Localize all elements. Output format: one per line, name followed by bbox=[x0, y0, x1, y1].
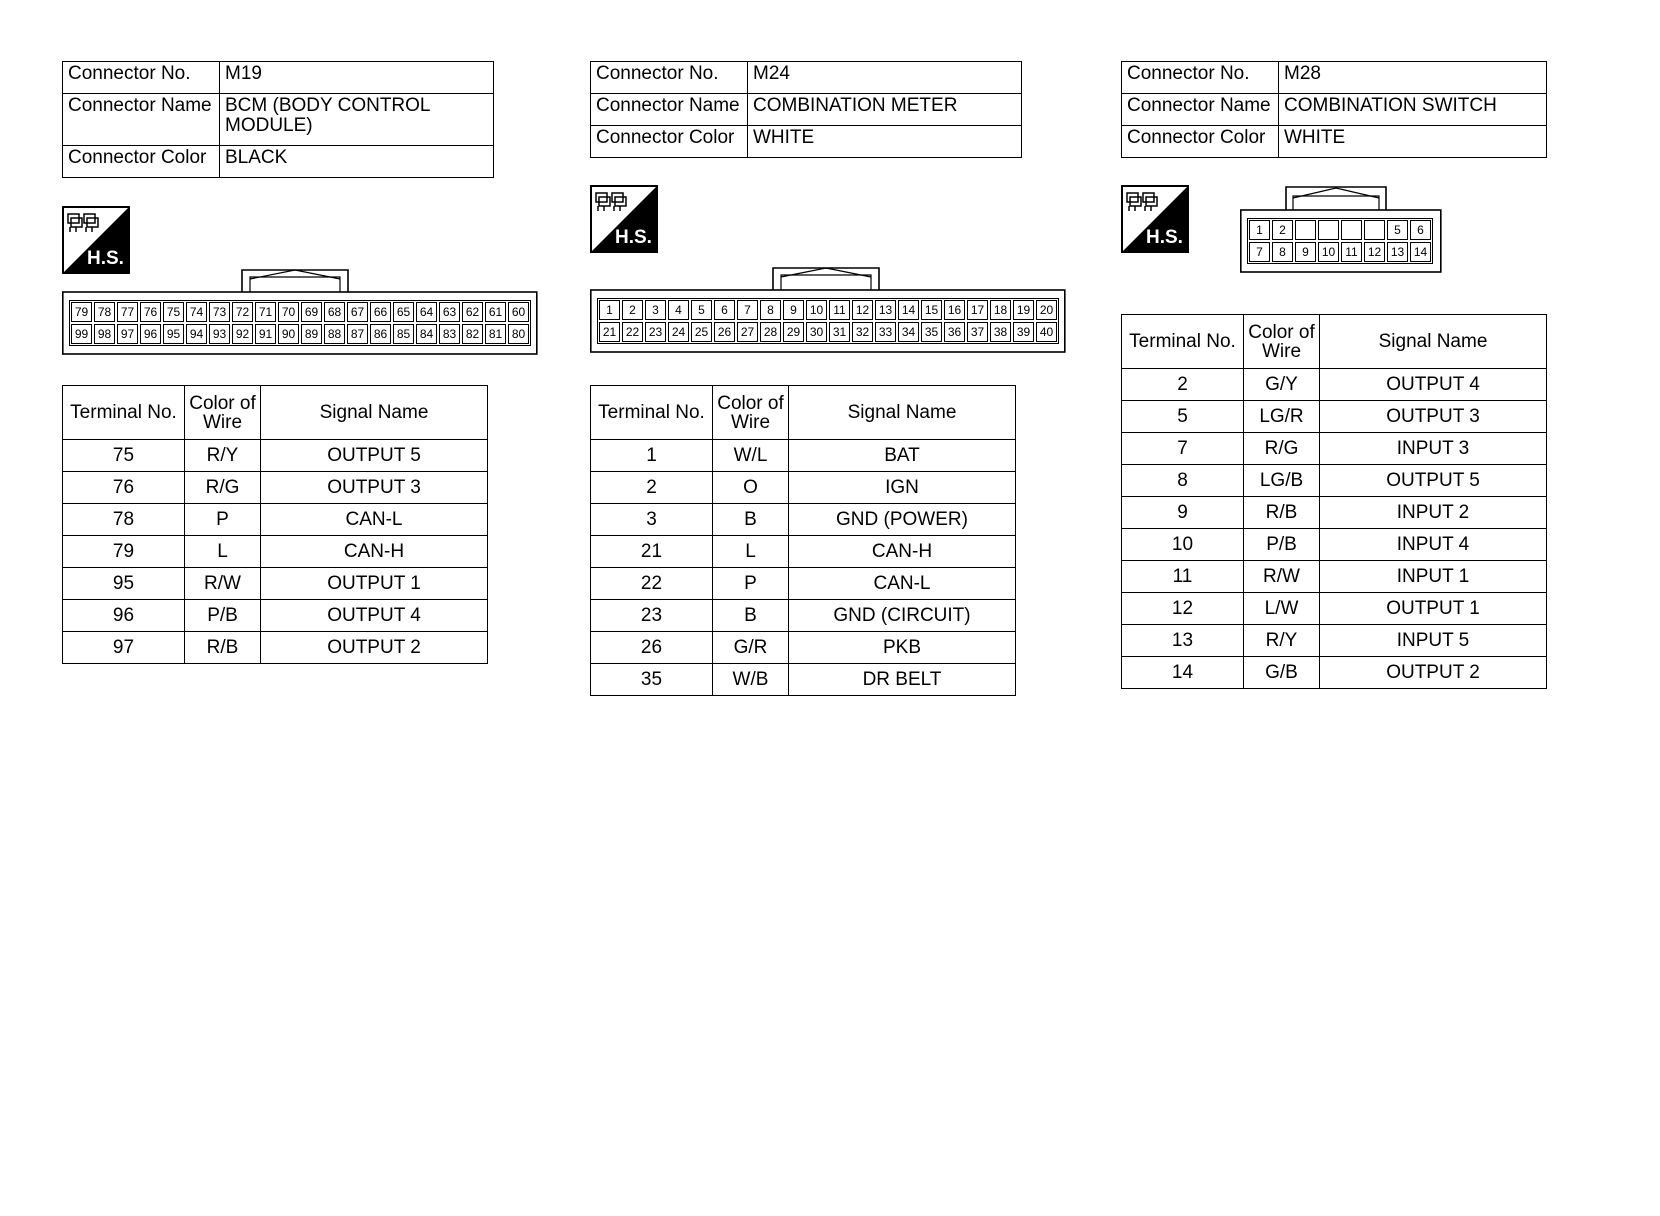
connector-color-value: WHITE bbox=[748, 126, 1022, 158]
pin-cavity: 77 bbox=[117, 302, 138, 322]
pin-cavity: 6 bbox=[1410, 220, 1431, 240]
terminal-no-cell: 76 bbox=[63, 472, 185, 504]
terminal-table bbox=[590, 385, 1016, 696]
wire-color-cell: O bbox=[713, 472, 789, 504]
pin-cavity: 98 bbox=[94, 324, 115, 344]
connector-no-value: M19 bbox=[220, 62, 494, 94]
pin-cavity: 94 bbox=[186, 324, 207, 344]
pin-cavity: 2 bbox=[622, 300, 643, 320]
wire-color-header-line1: Color of bbox=[717, 392, 784, 414]
signal-name-cell: OUTPUT 1 bbox=[261, 568, 488, 600]
pin-cavity: 30 bbox=[806, 322, 827, 342]
terminal-row bbox=[63, 632, 488, 664]
pin-cavity: 99 bbox=[71, 324, 92, 344]
pin-cavity: 4 bbox=[668, 300, 689, 320]
signal-name-header: Signal Name bbox=[1320, 315, 1547, 369]
wire-color-header-line2: Wire bbox=[1261, 340, 1302, 362]
signal-name-cell: OUTPUT 2 bbox=[261, 632, 488, 664]
pin-cavity: 8 bbox=[760, 300, 781, 320]
pin-cavity: 12 bbox=[1364, 242, 1385, 262]
connector-color-label: Connector Color bbox=[63, 146, 220, 178]
hs-label: H.S. bbox=[87, 248, 124, 269]
terminal-row bbox=[591, 536, 1016, 568]
pin-cavity: 22 bbox=[622, 322, 643, 342]
pin-cavity: 9 bbox=[1295, 242, 1316, 262]
pin-cavity: 10 bbox=[1318, 242, 1339, 262]
wire-color-cell: G/B bbox=[1244, 657, 1320, 689]
connector-name-label: Connector Name bbox=[591, 94, 748, 126]
wire-color-header-line1: Color of bbox=[1248, 321, 1315, 343]
signal-name-cell: CAN-H bbox=[789, 536, 1016, 568]
terminal-row bbox=[1122, 593, 1547, 625]
terminal-no-cell: 3 bbox=[591, 504, 713, 536]
terminal-no-cell: 75 bbox=[63, 440, 185, 472]
pin-cavity: 90 bbox=[278, 324, 299, 344]
pin-cavity: 21 bbox=[599, 322, 620, 342]
terminal-no-cell: 95 bbox=[63, 568, 185, 600]
signal-name-cell: INPUT 4 bbox=[1320, 529, 1547, 561]
terminal-no-cell: 5 bbox=[1122, 401, 1244, 433]
connector-color-value: BLACK bbox=[220, 146, 494, 178]
terminal-no-cell: 22 bbox=[591, 568, 713, 600]
pin-cavity: 36 bbox=[944, 322, 965, 342]
terminal-no-cell: 96 bbox=[63, 600, 185, 632]
pin-cavity: 73 bbox=[209, 302, 230, 322]
signal-name-cell: OUTPUT 2 bbox=[1320, 657, 1547, 689]
connector-color-value: WHITE bbox=[1279, 126, 1547, 158]
pin-cavity: 69 bbox=[301, 302, 322, 322]
wire-color-cell: LG/B bbox=[1244, 465, 1320, 497]
terminal-row bbox=[591, 568, 1016, 600]
wire-color-cell: B bbox=[713, 600, 789, 632]
connector-name-value: COMBINATION METER bbox=[748, 94, 1022, 126]
terminal-no-header: Terminal No. bbox=[63, 386, 185, 440]
pin-cavity: 81 bbox=[485, 324, 506, 344]
wire-color-header-line2: Wire bbox=[730, 411, 771, 433]
pin-cavity: 7 bbox=[1249, 242, 1270, 262]
wire-color-cell: R/Y bbox=[1244, 625, 1320, 657]
pin-cavity: 91 bbox=[255, 324, 276, 344]
terminal-no-cell: 12 bbox=[1122, 593, 1244, 625]
terminal-row bbox=[1122, 497, 1547, 529]
pin-cavity: 84 bbox=[416, 324, 437, 344]
pin-cavity: 63 bbox=[439, 302, 460, 322]
pin-cavity: 24 bbox=[668, 322, 689, 342]
terminal-row bbox=[1122, 369, 1547, 401]
pin-cavity: 86 bbox=[370, 324, 391, 344]
pin-cavity: 25 bbox=[691, 322, 712, 342]
pin-cavity: 95 bbox=[163, 324, 184, 344]
terminal-row bbox=[63, 600, 488, 632]
signal-name-cell: INPUT 3 bbox=[1320, 433, 1547, 465]
pin-cavity: 80 bbox=[508, 324, 529, 344]
pin-cavity: 10 bbox=[806, 300, 827, 320]
pin-cavity: 17 bbox=[967, 300, 988, 320]
signal-name-cell: OUTPUT 4 bbox=[261, 600, 488, 632]
signal-name-cell: DR BELT bbox=[789, 664, 1016, 696]
terminal-no-cell: 78 bbox=[63, 504, 185, 536]
terminal-row bbox=[1122, 561, 1547, 593]
pin-cavity: 71 bbox=[255, 302, 276, 322]
terminal-no-cell: 79 bbox=[63, 536, 185, 568]
pin-cavity: 20 bbox=[1036, 300, 1057, 320]
pin-cavity: 29 bbox=[783, 322, 804, 342]
signal-name-cell: CAN-H bbox=[261, 536, 488, 568]
pin-cavity: 34 bbox=[898, 322, 919, 342]
pin-cavity: 12 bbox=[852, 300, 873, 320]
terminal-no-cell: 1 bbox=[591, 440, 713, 472]
pin-cavity: 37 bbox=[967, 322, 988, 342]
pin-cavity: 8 bbox=[1272, 242, 1293, 262]
wire-color-header bbox=[185, 386, 261, 440]
pin-cavity: 23 bbox=[645, 322, 666, 342]
pin-grid bbox=[597, 298, 1059, 344]
signal-name-cell: OUTPUT 3 bbox=[1320, 401, 1547, 433]
signal-name-header: Signal Name bbox=[789, 386, 1016, 440]
pin-cavity: 13 bbox=[1387, 242, 1408, 262]
wire-color-cell: R/Y bbox=[185, 440, 261, 472]
wire-color-cell: W/L bbox=[713, 440, 789, 472]
connector-color-label: Connector Color bbox=[591, 126, 748, 158]
wire-color-cell: L bbox=[713, 536, 789, 568]
pin-grid bbox=[1247, 218, 1433, 264]
pin-cavity: 68 bbox=[324, 302, 345, 322]
terminal-row bbox=[591, 440, 1016, 472]
pin-cavity: 97 bbox=[117, 324, 138, 344]
pin-cavity: 93 bbox=[209, 324, 230, 344]
pin-cavity-empty bbox=[1318, 220, 1339, 240]
wire-color-cell: R/B bbox=[185, 632, 261, 664]
connector-name-value: BCM (BODY CONTROL MODULE) bbox=[220, 94, 494, 146]
connector-no-label: Connector No. bbox=[591, 62, 748, 94]
connector-no-label: Connector No. bbox=[63, 62, 220, 94]
wire-color-cell: LG/R bbox=[1244, 401, 1320, 433]
pin-cavity: 39 bbox=[1013, 322, 1034, 342]
wire-color-cell: P/B bbox=[1244, 529, 1320, 561]
pin-cavity: 33 bbox=[875, 322, 896, 342]
signal-name-cell: GND (CIRCUIT) bbox=[789, 600, 1016, 632]
terminal-no-cell: 7 bbox=[1122, 433, 1244, 465]
terminal-no-cell: 14 bbox=[1122, 657, 1244, 689]
wire-color-cell: P bbox=[185, 504, 261, 536]
terminal-row bbox=[1122, 465, 1547, 497]
terminal-table bbox=[1121, 314, 1547, 689]
connector-no-value: M28 bbox=[1279, 62, 1547, 94]
wire-color-cell: P bbox=[713, 568, 789, 600]
pin-cavity: 40 bbox=[1036, 322, 1057, 342]
wire-color-header-line2: Wire bbox=[202, 411, 243, 433]
pin-cavity: 78 bbox=[94, 302, 115, 322]
pin-cavity: 11 bbox=[1341, 242, 1362, 262]
pin-cavity: 82 bbox=[462, 324, 483, 344]
pin-cavity: 60 bbox=[508, 302, 529, 322]
pin-cavity: 88 bbox=[324, 324, 345, 344]
pin-cavity: 13 bbox=[875, 300, 896, 320]
wire-color-cell: L/W bbox=[1244, 593, 1320, 625]
terminal-no-cell: 13 bbox=[1122, 625, 1244, 657]
terminal-row bbox=[591, 504, 1016, 536]
terminal-no-cell: 2 bbox=[591, 472, 713, 504]
pin-cavity: 75 bbox=[163, 302, 184, 322]
pin-cavity: 14 bbox=[1410, 242, 1431, 262]
pin-cavity: 27 bbox=[737, 322, 758, 342]
wire-color-cell: R/G bbox=[185, 472, 261, 504]
pin-cavity: 85 bbox=[393, 324, 414, 344]
terminal-no-cell: 35 bbox=[591, 664, 713, 696]
connector-info-table bbox=[590, 61, 1022, 158]
pin-cavity: 28 bbox=[760, 322, 781, 342]
terminal-no-cell: 97 bbox=[63, 632, 185, 664]
pin-cavity: 9 bbox=[783, 300, 804, 320]
wire-color-cell: G/Y bbox=[1244, 369, 1320, 401]
signal-name-cell: PKB bbox=[789, 632, 1016, 664]
terminal-no-header: Terminal No. bbox=[591, 386, 713, 440]
terminal-no-header: Terminal No. bbox=[1122, 315, 1244, 369]
terminal-no-cell: 11 bbox=[1122, 561, 1244, 593]
pin-cavity: 6 bbox=[714, 300, 735, 320]
pin-cavity: 14 bbox=[898, 300, 919, 320]
pin-cavity: 16 bbox=[944, 300, 965, 320]
terminal-row bbox=[1122, 401, 1547, 433]
signal-name-header: Signal Name bbox=[261, 386, 488, 440]
pin-cavity: 72 bbox=[232, 302, 253, 322]
connector-no-label: Connector No. bbox=[1122, 62, 1279, 94]
wire-color-cell: R/W bbox=[185, 568, 261, 600]
signal-name-cell: CAN-L bbox=[789, 568, 1016, 600]
signal-name-cell: OUTPUT 4 bbox=[1320, 369, 1547, 401]
wire-color-cell: L bbox=[185, 536, 261, 568]
connector-name-label: Connector Name bbox=[63, 94, 220, 146]
terminal-table bbox=[62, 385, 488, 664]
signal-name-cell: OUTPUT 3 bbox=[261, 472, 488, 504]
pin-cavity: 92 bbox=[232, 324, 253, 344]
terminal-row bbox=[63, 472, 488, 504]
pin-cavity: 26 bbox=[714, 322, 735, 342]
terminal-no-cell: 26 bbox=[591, 632, 713, 664]
pin-cavity: 74 bbox=[186, 302, 207, 322]
pin-cavity: 70 bbox=[278, 302, 299, 322]
pin-cavity: 66 bbox=[370, 302, 391, 322]
connector-name-value: COMBINATION SWITCH bbox=[1279, 94, 1547, 126]
signal-name-cell: GND (POWER) bbox=[789, 504, 1016, 536]
signal-name-cell: OUTPUT 5 bbox=[261, 440, 488, 472]
pin-cavity: 96 bbox=[140, 324, 161, 344]
pin-cavity: 1 bbox=[599, 300, 620, 320]
terminal-no-cell: 2 bbox=[1122, 369, 1244, 401]
wire-color-header bbox=[1244, 315, 1320, 369]
terminal-no-cell: 10 bbox=[1122, 529, 1244, 561]
signal-name-cell: BAT bbox=[789, 440, 1016, 472]
pin-cavity: 18 bbox=[990, 300, 1011, 320]
pin-cavity: 35 bbox=[921, 322, 942, 342]
wire-color-cell: B bbox=[713, 504, 789, 536]
pin-cavity: 1 bbox=[1249, 220, 1270, 240]
hs-label: H.S. bbox=[615, 227, 652, 248]
wire-color-cell: R/G bbox=[1244, 433, 1320, 465]
wire-color-header-line1: Color of bbox=[189, 392, 256, 414]
wire-color-cell: R/B bbox=[1244, 497, 1320, 529]
signal-name-cell: IGN bbox=[789, 472, 1016, 504]
pin-cavity: 5 bbox=[1387, 220, 1408, 240]
terminal-row bbox=[1122, 625, 1547, 657]
connector-no-value: M24 bbox=[748, 62, 1022, 94]
harness-side-icon bbox=[590, 185, 658, 253]
terminal-row bbox=[63, 440, 488, 472]
pin-cavity: 5 bbox=[691, 300, 712, 320]
pin-grid bbox=[69, 300, 531, 346]
terminal-row bbox=[591, 472, 1016, 504]
terminal-row bbox=[591, 664, 1016, 696]
pin-cavity-empty bbox=[1341, 220, 1362, 240]
wire-color-cell: R/W bbox=[1244, 561, 1320, 593]
pin-cavity: 83 bbox=[439, 324, 460, 344]
terminal-row bbox=[63, 568, 488, 600]
connector-color-label: Connector Color bbox=[1122, 126, 1279, 158]
signal-name-cell: OUTPUT 5 bbox=[1320, 465, 1547, 497]
pin-cavity: 79 bbox=[71, 302, 92, 322]
signal-name-cell: CAN-L bbox=[261, 504, 488, 536]
terminal-no-cell: 8 bbox=[1122, 465, 1244, 497]
signal-name-cell: INPUT 1 bbox=[1320, 561, 1547, 593]
wire-color-cell: W/B bbox=[713, 664, 789, 696]
hs-label: H.S. bbox=[1146, 227, 1183, 248]
pin-cavity: 19 bbox=[1013, 300, 1034, 320]
connector-name-label: Connector Name bbox=[1122, 94, 1279, 126]
pin-cavity: 89 bbox=[301, 324, 322, 344]
terminal-row bbox=[1122, 433, 1547, 465]
terminal-no-cell: 9 bbox=[1122, 497, 1244, 529]
terminal-row bbox=[1122, 529, 1547, 561]
pin-cavity-empty bbox=[1295, 220, 1316, 240]
pin-cavity: 87 bbox=[347, 324, 368, 344]
terminal-no-cell: 23 bbox=[591, 600, 713, 632]
terminal-row bbox=[63, 536, 488, 568]
signal-name-cell: INPUT 5 bbox=[1320, 625, 1547, 657]
harness-side-icon bbox=[1121, 185, 1189, 253]
pin-cavity-empty bbox=[1364, 220, 1385, 240]
pin-cavity: 32 bbox=[852, 322, 873, 342]
pin-cavity: 11 bbox=[829, 300, 850, 320]
wire-color-header bbox=[713, 386, 789, 440]
terminal-no-cell: 21 bbox=[591, 536, 713, 568]
signal-name-cell: INPUT 2 bbox=[1320, 497, 1547, 529]
wire-color-cell: G/R bbox=[713, 632, 789, 664]
signal-name-cell: OUTPUT 1 bbox=[1320, 593, 1547, 625]
pin-cavity: 2 bbox=[1272, 220, 1293, 240]
pin-cavity: 15 bbox=[921, 300, 942, 320]
pin-cavity: 7 bbox=[737, 300, 758, 320]
terminal-row bbox=[1122, 657, 1547, 689]
terminal-row bbox=[591, 632, 1016, 664]
pin-cavity: 76 bbox=[140, 302, 161, 322]
pin-cavity: 61 bbox=[485, 302, 506, 322]
wire-color-cell: P/B bbox=[185, 600, 261, 632]
pin-cavity: 31 bbox=[829, 322, 850, 342]
pin-cavity: 62 bbox=[462, 302, 483, 322]
terminal-row bbox=[591, 600, 1016, 632]
connector-info-table bbox=[62, 61, 494, 178]
pin-cavity: 64 bbox=[416, 302, 437, 322]
harness-side-icon bbox=[62, 206, 130, 274]
pin-cavity: 67 bbox=[347, 302, 368, 322]
terminal-row bbox=[63, 504, 488, 536]
pin-cavity: 65 bbox=[393, 302, 414, 322]
pin-cavity: 3 bbox=[645, 300, 666, 320]
connector-info-table bbox=[1121, 61, 1547, 158]
pin-cavity: 38 bbox=[990, 322, 1011, 342]
